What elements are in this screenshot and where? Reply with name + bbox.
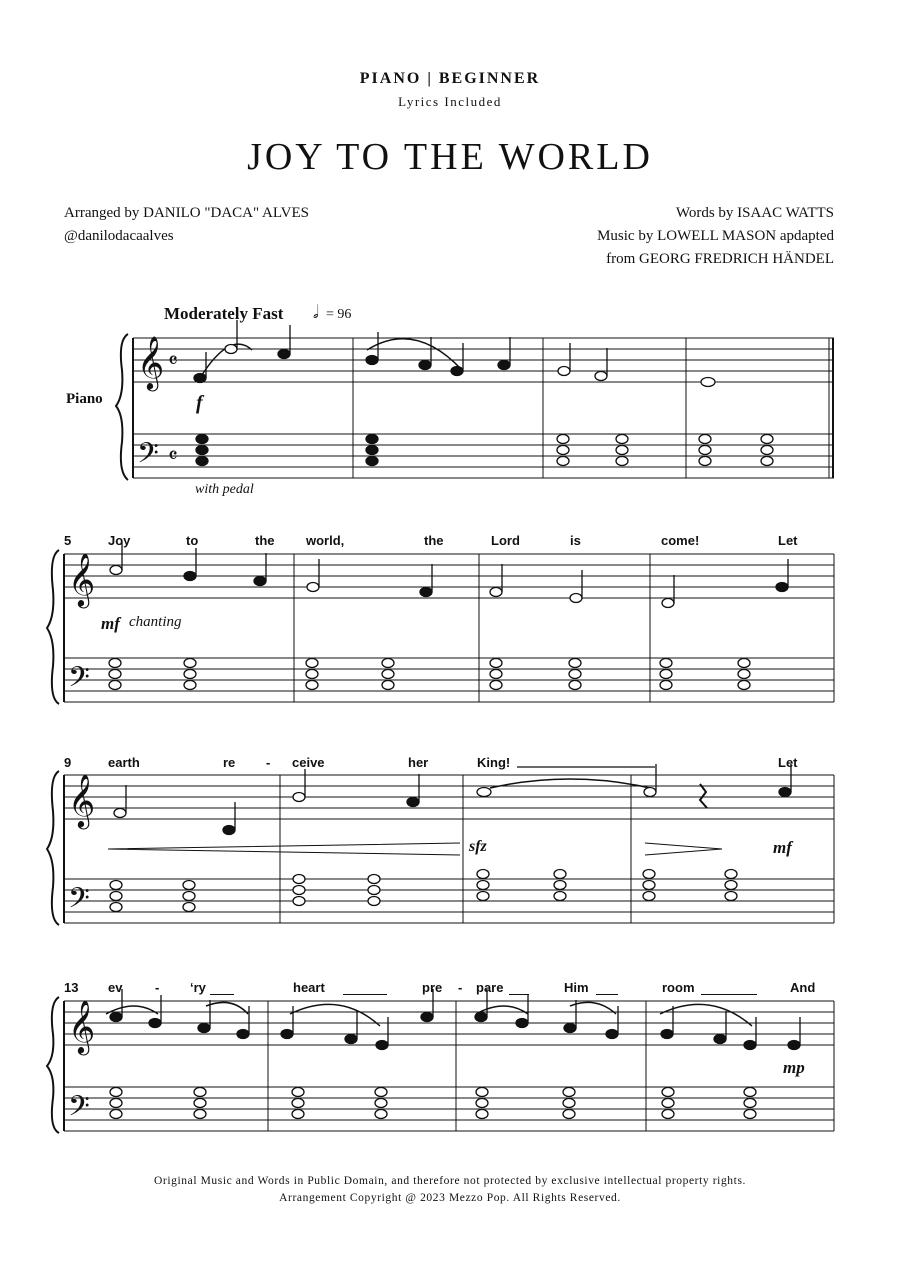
measure-number-5: 5 [64,533,72,548]
music-credit: Music by LOWELL MASON apdapted [597,228,834,244]
pedal-instruction: with pedal [195,482,254,497]
difficulty-label: PIANO | BEGINNER [359,70,541,87]
lyric: earth [108,755,140,770]
lyric: Let [778,533,798,548]
instrument-label: Piano [66,391,103,407]
system-3-bass-staff [64,879,834,923]
lyric: ev [108,980,123,995]
lyric-extender [701,994,757,995]
lyric: pare [476,980,504,995]
measure-number-13: 13 [64,980,79,995]
system-4-bass-staff [64,1087,834,1131]
lyric: heart [293,980,325,995]
tempo-bpm: = 96 [326,307,352,322]
footer-copyright-line2: Arrangement Copyright @ 2023 Mezzo Pop. All Rights Reserved. [279,1192,621,1204]
lyric-extender [210,994,234,995]
lyric: pre [422,980,443,995]
treble-clef-icon: 𝄞 [68,552,96,606]
lyric-extender [509,994,529,995]
tempo-marking: Moderately Fast [164,304,284,323]
footer-copyright-line1: Original Music and Words in Public Domain, and therefore not protected by exclusive intellectual property rights. [153,1175,746,1187]
lyric: is [570,533,581,548]
dynamic-forte: f [196,392,203,414]
system-1-bass-staff [133,434,834,478]
lyric-extender [596,994,618,995]
lyric: re [223,755,236,770]
lyric: ceive [292,755,325,770]
lyric: the [424,533,444,548]
lyric: Lord [491,533,520,548]
decrescendo-hairpin [645,843,722,855]
bass-clef-icon: 𝄢 [68,882,90,922]
lyric: come! [661,533,700,548]
dynamic-mezzo-forte: mf [101,614,120,633]
lyric: - [155,980,160,995]
lyric: And [790,980,816,995]
measure-number-9: 9 [64,755,72,770]
arranger-handle: @danilodacaalves [64,228,174,244]
treble-clef-icon: 𝄞 [68,999,96,1053]
expression-text: chanting [129,614,182,630]
lyric: world, [306,533,345,548]
lyric: - [266,755,271,770]
treble-clef-icon: 𝄞 [68,773,96,827]
lyric: Let [778,755,798,770]
treble-clef-icon: 𝄞 [137,335,165,389]
lyric: Him [564,980,589,995]
system-2-treble-staff [64,554,834,598]
lyric: her [408,755,429,770]
dynamic-mezzo-forte: mf [773,838,792,857]
page-title: JOY TO THE WORLD [247,136,653,178]
lyric: room [662,980,695,995]
svg-text:𝄴: 𝄴 [168,444,178,469]
arranger-credit: Arranged by DANILO "DACA" ALVES [64,205,310,221]
bass-clef-icon: 𝄢 [68,661,90,701]
lyric: to [186,533,199,548]
source-credit: from GEORG FREDRICH HÄNDEL [606,251,834,267]
system-3-treble-staff [64,775,834,819]
lyrics-note: Lyrics Included [398,94,502,109]
bass-clef-icon: 𝄢 [68,1090,90,1130]
lyric: - [458,980,463,995]
system-2-bass-staff [64,658,834,702]
half-note-icon: 𝅗𝅥 [313,302,319,322]
dynamic-mezzo-piano: mp [783,1058,805,1077]
lyric: King! [477,755,511,770]
bass-clef-icon: 𝄢 [137,437,159,477]
svg-text:𝄴: 𝄴 [168,349,178,374]
lyric: the [255,533,275,548]
dynamic-sforzando: sfz [469,838,487,855]
lyric: ‘ry [190,980,206,995]
crescendo-hairpin [108,843,460,855]
words-credit: Words by ISAAC WATTS [675,205,834,221]
lyric: Joy [108,533,131,548]
lyric-extender [343,994,387,995]
